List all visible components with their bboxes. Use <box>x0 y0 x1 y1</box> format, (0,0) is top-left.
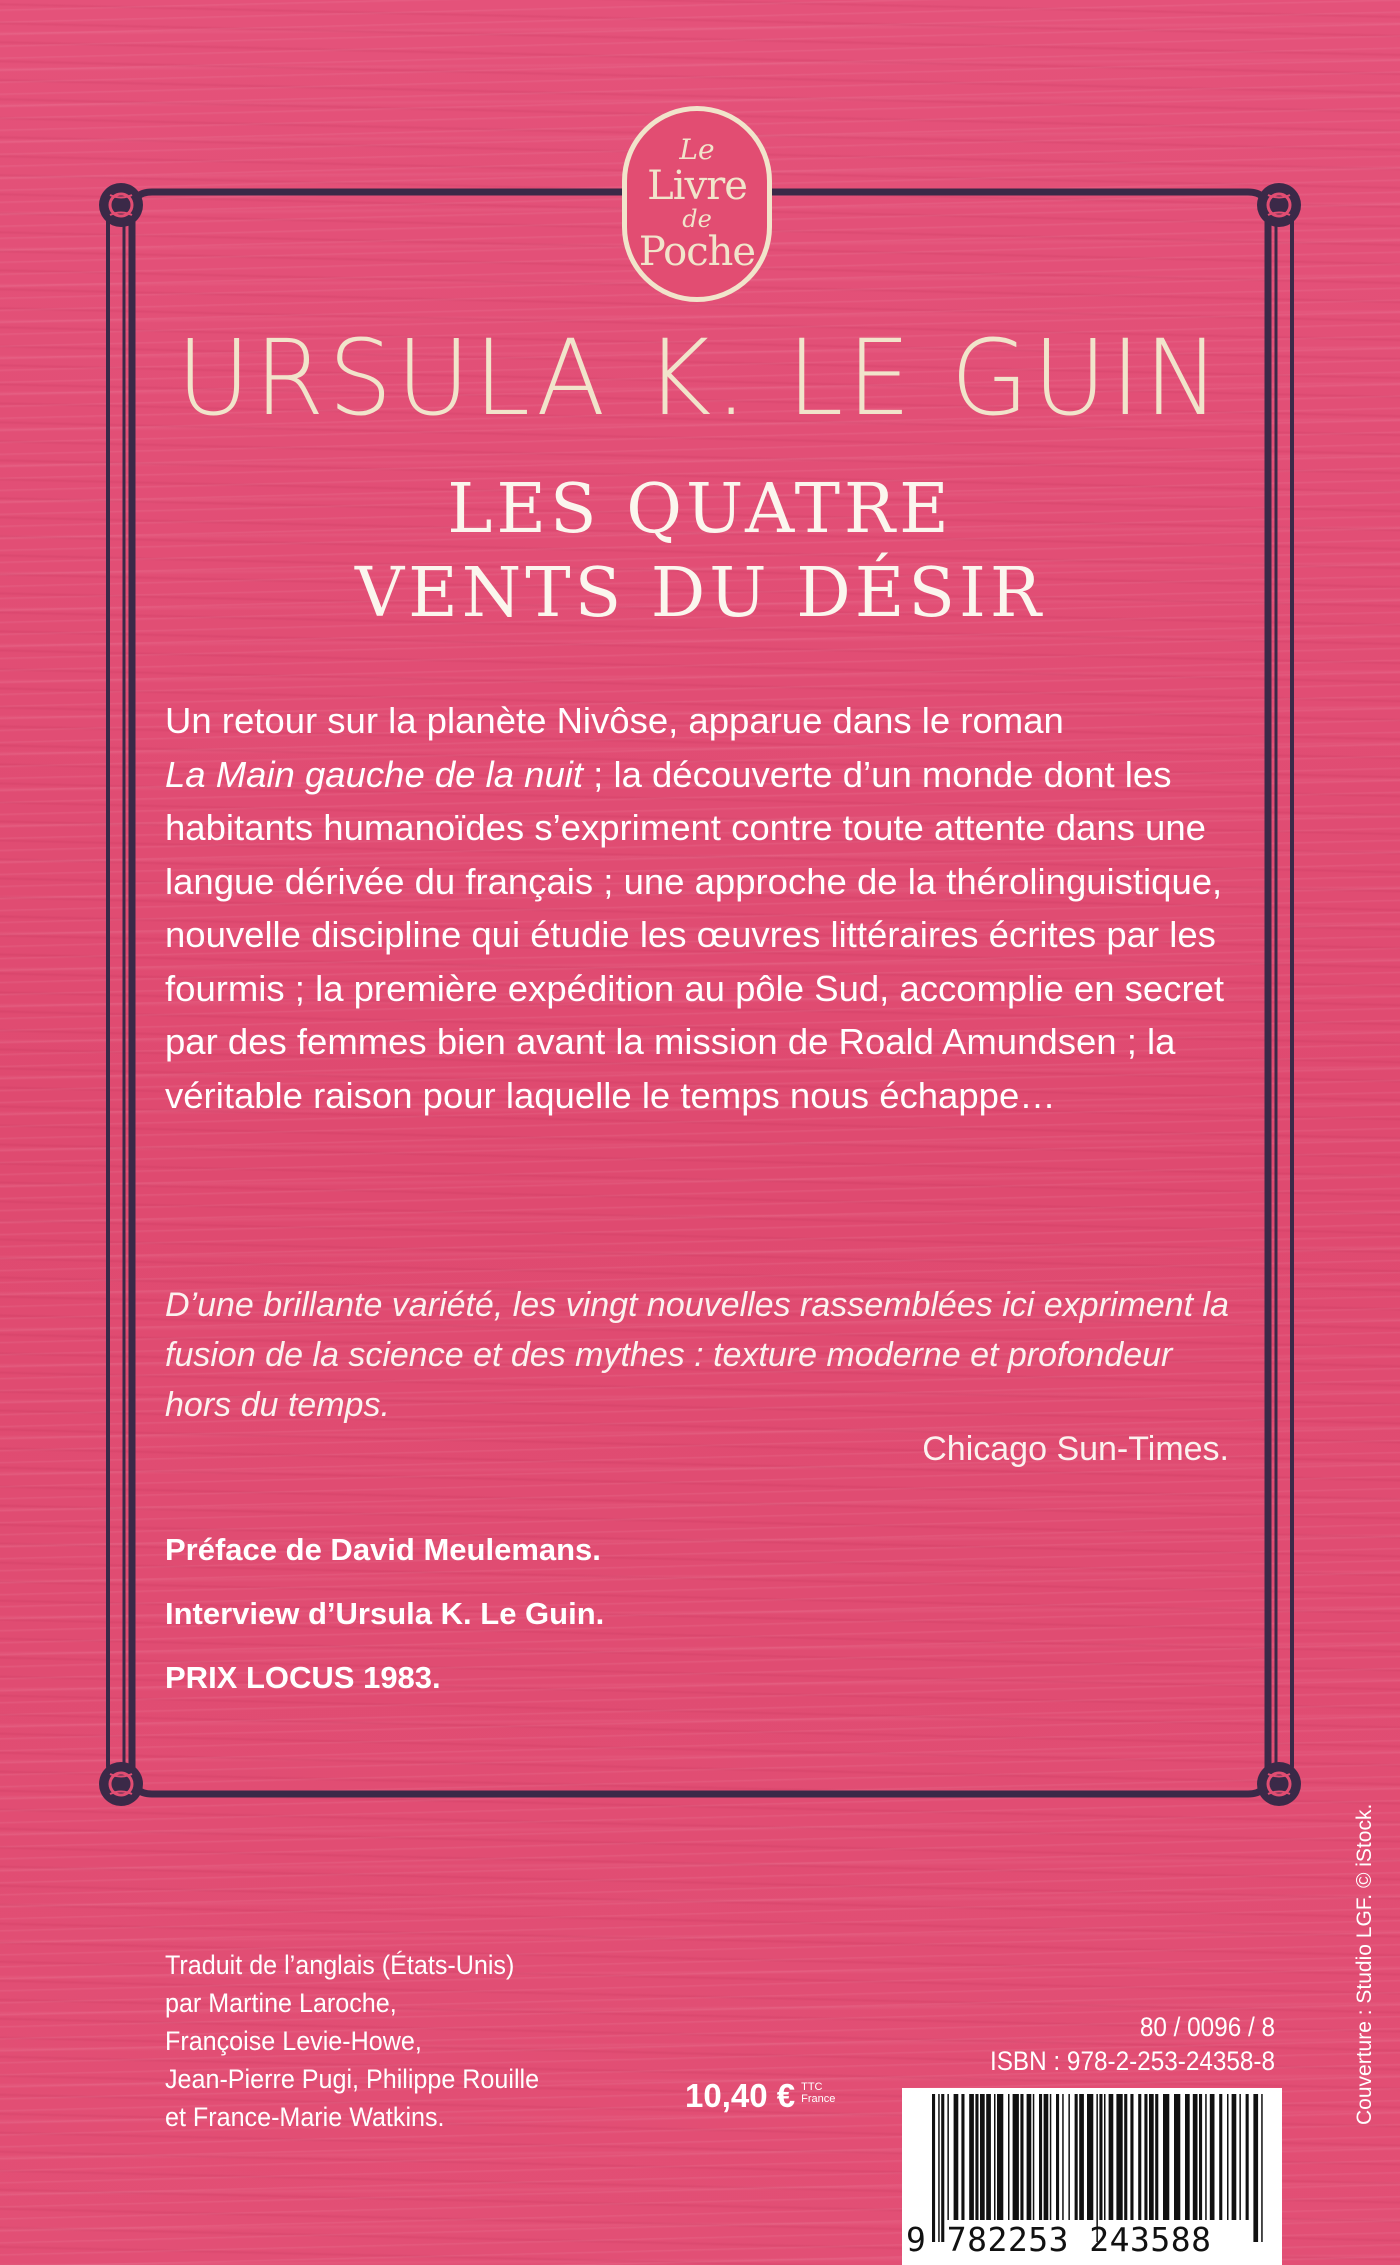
barcode-bar <box>1155 2094 1158 2220</box>
barcode-bar <box>1210 2094 1215 2220</box>
barcode-bar <box>1205 2094 1207 2220</box>
book-extras <box>165 1518 604 1710</box>
reference-code: 80 / 0096 / 8 <box>1139 2012 1275 2042</box>
logo-line: Poche <box>638 229 756 275</box>
barcode-bar <box>969 2094 974 2220</box>
barcode-bar <box>1044 2094 1049 2220</box>
barcode-bar <box>1033 2094 1035 2220</box>
barcode-bar <box>1039 2094 1042 2220</box>
barcode-bar <box>1130 2094 1133 2220</box>
price-tax-note <box>801 2081 835 2105</box>
price-ttc: TTC <box>801 2081 823 2093</box>
barcode-bar <box>1116 2094 1122 2220</box>
barcode-bar <box>1199 2094 1202 2220</box>
book-title-line: VENTS DU DÉSIR <box>354 554 1046 633</box>
book-title <box>0 468 1400 636</box>
price-country: France <box>801 2093 836 2105</box>
translator-line: Françoise Levie-Howe, <box>165 2026 422 2056</box>
barcode-bar <box>1144 2094 1147 2220</box>
barcode-bar <box>975 2094 978 2220</box>
translator-line: et France-Marie Watkins. <box>165 2102 445 2132</box>
isbn: ISBN : 978-2-253-24358-8 <box>989 2046 1275 2076</box>
barcode-bar <box>1185 2094 1190 2220</box>
blurb-segment: ; la découverte d’un monde dont les habitants humanoïdes s’expriment contre toute attente dans une langue dérivée du français ; une approche de la thérolinguistique, nouvelle discipline qui étudie les œuvres littéraires écrites par les fourmis ; la première expédition au pôle Sud, accomplie en secret par des femmes bien avant la mission de Roald Amundsen ; la véritable raison pour laquelle le temps nous échappe… <box>165 753 1225 1116</box>
barcode-bar <box>980 2094 985 2220</box>
corner-ornament-bottom-right <box>1257 1762 1301 1806</box>
corner-ornament-bottom-left <box>99 1762 143 1806</box>
extra-line: Préface de David Meulemans. <box>165 1532 601 1567</box>
barcode-bar <box>1056 2094 1059 2220</box>
translator-line: Traduit de l’anglais (États-Unis) <box>165 1950 515 1980</box>
extra-line: PRIX LOCUS 1983. <box>165 1660 441 1695</box>
barcode-bar <box>1149 2094 1154 2220</box>
barcode-bar <box>1109 2094 1114 2220</box>
barcode-bar <box>1079 2094 1084 2220</box>
barcode-bar <box>947 2094 949 2220</box>
price-amount: 10,40 € <box>685 2077 796 2114</box>
author-name: URSULA K. LE GUIN <box>176 317 1224 439</box>
book-title-line: LES QUATRE <box>447 470 953 549</box>
barcode-bar <box>1239 2094 1241 2220</box>
barcode-bar <box>1075 2094 1078 2220</box>
barcode-bar <box>1020 2094 1023 2220</box>
barcode-bar <box>1232 2094 1237 2220</box>
publisher-logo <box>622 106 772 302</box>
price <box>685 2077 835 2115</box>
barcode-bar <box>997 2094 1003 2220</box>
barcode-bar <box>986 2094 991 2220</box>
press-quote: D’une brillante variété, les vingt nouvelles rassemblées ici expriment la fusion de la science et des mythes : texture moderne et profondeur hors du temps. <box>165 1286 1229 1424</box>
product-codes <box>938 2010 1276 2078</box>
logo-line: Livre <box>647 163 747 209</box>
barcode-bar <box>1227 2094 1229 2220</box>
barcode-bar <box>1219 2094 1222 2220</box>
translator-line: par Martine Laroche, <box>165 1988 397 2018</box>
translator-line: Jean-Pierre Pugi, Philippe Rouille <box>165 2064 540 2094</box>
blurb-segment: Un retour sur la planète Nivôse, apparue dans le roman <box>165 700 1064 741</box>
barcode-bar <box>1174 2094 1180 2220</box>
translator-credits <box>165 1946 611 2136</box>
barcode-bar <box>1163 2094 1169 2220</box>
press-quote-source: Chicago Sun-Times. <box>922 1430 1229 1468</box>
barcode <box>902 2088 1282 2265</box>
extra-line: Interview d’Ursula K. Le Guin. <box>165 1596 605 1631</box>
barcode-bar <box>954 2094 959 2220</box>
barcode-bar <box>1027 2094 1032 2220</box>
logo-line: Le <box>679 133 715 166</box>
barcode-bar <box>961 2094 964 2220</box>
cover-credit: Couverture : Studio LGF. © iStock. <box>1353 1803 1376 2125</box>
barcode-bar <box>1087 2094 1093 2220</box>
blurb-text <box>165 694 1245 1122</box>
barcode-bar <box>1138 2094 1141 2220</box>
blurb-italic-title: La Main gauche de la nuit <box>165 753 584 795</box>
barcode-bar <box>1104 2094 1106 2220</box>
barcode-bar <box>1246 2094 1249 2220</box>
logo-line: de <box>682 205 712 233</box>
barcode-bar <box>1008 2094 1010 2220</box>
barcode-digits: 9 782253 243588 <box>906 2220 1212 2259</box>
corner-ornament-top-right <box>1257 183 1301 227</box>
barcode-bar <box>1013 2094 1019 2220</box>
corner-ornament-top-left <box>99 183 143 227</box>
barcode-bar <box>1124 2094 1127 2220</box>
barcode-bar <box>994 2094 996 2220</box>
barcode-bar <box>1099 2094 1102 2220</box>
barcode-bar <box>1050 2094 1052 2220</box>
barcode-bar <box>1068 2094 1070 2220</box>
barcode-bar <box>1062 2094 1064 2220</box>
barcode-bar <box>1193 2094 1198 2220</box>
